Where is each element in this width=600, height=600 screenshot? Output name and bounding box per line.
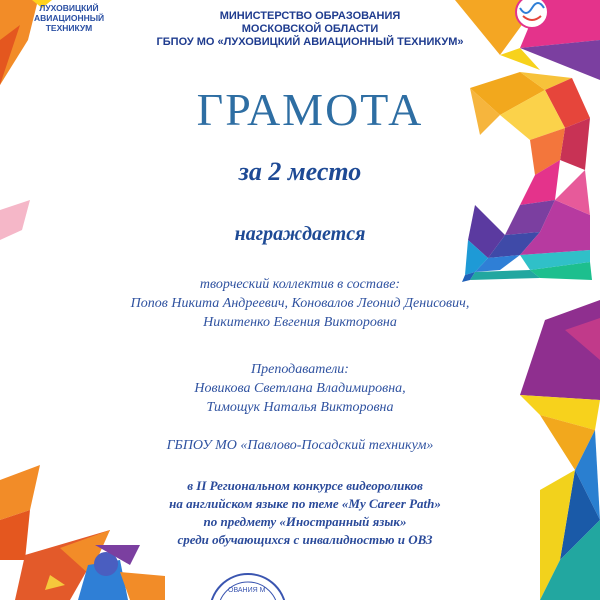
team-block bbox=[60, 275, 540, 332]
contest-block bbox=[60, 477, 550, 549]
contest-line-3: по предмету «Иностранный язык» bbox=[203, 514, 407, 529]
college-logo-text bbox=[34, 3, 104, 33]
header-line-1: МИНИСТЕРСТВО ОБРАЗОВАНИЯ bbox=[219, 10, 401, 22]
certificate-title: ГРАМОТА bbox=[196, 84, 424, 135]
header-line-3: ГБПОУ МО «ЛУХОВИЦКИЙ АВИАЦИОННЫЙ ТЕХНИКУМ» bbox=[156, 36, 464, 48]
stamp-text: ОВАНИЯ М bbox=[228, 587, 266, 594]
teacher-name-1: Новикова Светлана Владимировна, bbox=[194, 381, 406, 396]
awarded-text: награждается bbox=[234, 223, 366, 245]
place-text: за 2 место bbox=[238, 157, 362, 186]
issuer-header bbox=[150, 10, 470, 49]
team-members-line-2: Никитенко Евгения Викторовна bbox=[203, 315, 397, 330]
stamp-icon bbox=[210, 574, 286, 600]
left-decoration bbox=[0, 200, 40, 560]
team-members-line-1: Попов Никита Андреевич, Коновалов Леонид Денисович, bbox=[130, 296, 470, 311]
numeral-two-decoration bbox=[462, 72, 592, 282]
logo-line-1: ЛУХОВИЦКИЙ bbox=[39, 3, 99, 13]
emblem-icon bbox=[516, 0, 548, 28]
teachers-block bbox=[60, 360, 540, 417]
header-line-2: МОСКОВСКОЙ ОБЛАСТИ bbox=[241, 23, 379, 35]
institution-name: ГБПОУ МО «Павлово-Посадский техникум» bbox=[166, 438, 434, 453]
contest-line-1: в II Региональном конкурсе видеороликов bbox=[187, 478, 423, 493]
logo-line-3: ТЕХНИКУМ bbox=[45, 23, 93, 33]
teachers-label: Преподаватели: bbox=[251, 362, 349, 377]
contest-line-4: среди обучающихся с инвалидностью и ОВЗ bbox=[177, 532, 433, 547]
teacher-name-2: Тимощук Наталья Викторовна bbox=[206, 400, 394, 415]
contest-line-2: на английском языке по теме «My Career Path» bbox=[169, 496, 441, 511]
team-intro: творческий коллектив в составе: bbox=[199, 277, 401, 292]
logo-line-2: АВИАЦИОННЫЙ bbox=[34, 13, 105, 23]
